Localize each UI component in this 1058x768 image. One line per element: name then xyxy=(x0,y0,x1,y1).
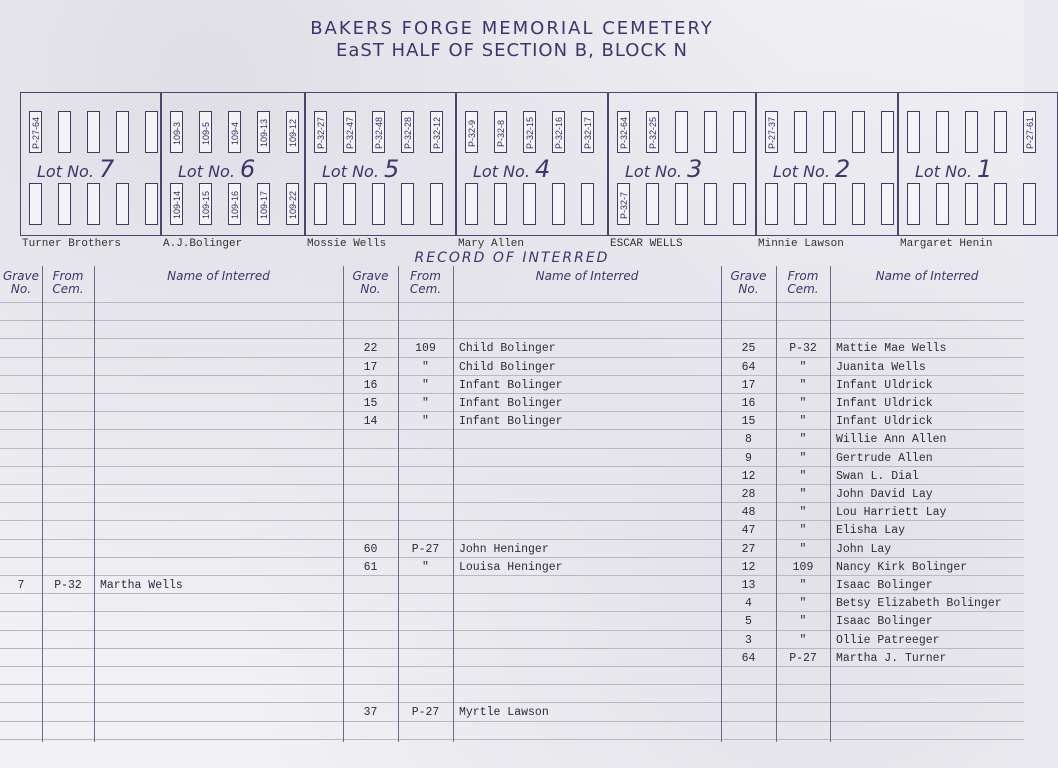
column-header-from-cem: From Cem. xyxy=(52,269,84,296)
interred-name: Gertrude Allen xyxy=(836,451,933,465)
grave-plot xyxy=(116,111,129,153)
grave-plot xyxy=(314,183,327,225)
lot-owner: Mossie Wells xyxy=(307,238,387,250)
interred-name: Swan L. Dial xyxy=(836,469,919,483)
grave-plot xyxy=(372,111,385,153)
ruled-line xyxy=(0,739,1024,740)
lot-number: 7 xyxy=(99,155,115,183)
from-cemetery: " xyxy=(799,633,807,647)
lot-owner: A.J.Bolinger xyxy=(163,238,243,250)
grave-number: 47 xyxy=(741,524,756,538)
interred-name: Martha J. Turner xyxy=(836,651,947,665)
grave-number: 14 xyxy=(363,415,378,429)
grave-plot xyxy=(58,183,71,225)
grave-plot-label: P-32-28 xyxy=(403,116,413,150)
interred-name: Isaac Bolinger xyxy=(836,579,933,592)
grave-plot-label: P-27-37 xyxy=(767,116,777,150)
grave-plot xyxy=(199,111,212,153)
lot-number: 4 xyxy=(535,155,551,183)
grave-plot-label: P-27-61 xyxy=(1025,116,1035,150)
ruled-line xyxy=(0,393,1024,394)
ruled-line xyxy=(0,429,1024,430)
grave-plot xyxy=(286,111,299,153)
grave-plot xyxy=(430,183,443,225)
grave-plot-label: 109-3 xyxy=(172,121,182,145)
grave-plot xyxy=(852,111,865,153)
grave-plot xyxy=(87,183,100,225)
from-cemetery: " xyxy=(422,360,429,374)
grave-plot-label: P-32-47 xyxy=(345,116,355,150)
ruled-line xyxy=(0,466,1024,467)
grave-number: 64 xyxy=(741,651,756,665)
lot-owner: Turner Brothers xyxy=(22,238,122,250)
ruled-line xyxy=(0,721,1024,722)
from-cemetery: 109 xyxy=(792,560,814,574)
from-cemetery: " xyxy=(799,415,807,429)
lot-owner: ESCAR WELLS xyxy=(610,238,683,250)
grave-plot xyxy=(29,111,42,153)
ruled-line xyxy=(0,357,1024,358)
lot-2 xyxy=(756,92,898,236)
grave-plot xyxy=(523,111,536,153)
grave-plot xyxy=(733,111,746,153)
lot-number: 3 xyxy=(687,155,703,183)
document-title: BAKERS FORGE MEMORIAL CEMETERY xyxy=(310,18,714,39)
grave-plot xyxy=(852,183,865,225)
grave-plot xyxy=(794,111,807,153)
grave-plot xyxy=(704,183,717,225)
grave-plot xyxy=(372,183,385,225)
interred-name: Juanita Wells xyxy=(836,360,926,374)
lot-3 xyxy=(608,92,756,236)
lot-label xyxy=(178,155,255,183)
column-header-grave-no: Grave No. xyxy=(730,269,767,296)
grave-plot xyxy=(881,111,894,153)
from-cemetery: " xyxy=(799,506,807,520)
grave-plot xyxy=(199,183,212,225)
grave-plot xyxy=(907,111,920,153)
grave-number: 5 xyxy=(745,615,752,629)
interred-name: Infant Uldrick xyxy=(836,378,933,392)
ruled-line xyxy=(0,611,1024,612)
interred-name: Infant Bolinger xyxy=(459,397,563,410)
lot-owner: Margaret Henin xyxy=(900,238,993,250)
grave-plot xyxy=(617,183,630,225)
grave-number: 25 xyxy=(741,342,756,356)
from-cemetery: " xyxy=(799,433,807,447)
grave-plot-label: P-27-64 xyxy=(31,116,41,150)
from-cemetery: " xyxy=(799,524,807,538)
ruled-line xyxy=(0,520,1024,521)
column-divider xyxy=(94,266,95,742)
ruled-line xyxy=(0,320,1024,321)
grave-plot xyxy=(494,183,507,225)
interred-name: Infant Bolinger xyxy=(459,415,563,429)
interred-name: Infant Bolinger xyxy=(459,378,563,392)
column-divider xyxy=(343,266,344,742)
interred-name: Nancy Kirk Bolinger xyxy=(836,560,968,574)
ruled-line xyxy=(0,375,1024,376)
lot-label-text: Lot No. xyxy=(915,162,972,181)
grave-plot-label: P-32-16 xyxy=(554,116,564,150)
from-cemetery: P-32 xyxy=(54,579,82,592)
grave-plot xyxy=(581,183,594,225)
grave-plot xyxy=(343,183,356,225)
from-cemetery: " xyxy=(799,397,807,410)
grave-plot-label: P-32-9 xyxy=(467,119,477,147)
from-cemetery: " xyxy=(799,597,807,611)
grave-plot xyxy=(523,183,536,225)
grave-plot xyxy=(430,111,443,153)
grave-number: 27 xyxy=(741,542,756,556)
lot-label xyxy=(625,155,702,183)
grave-plot xyxy=(1023,183,1036,225)
lot-plan xyxy=(20,92,1035,252)
grave-plot xyxy=(314,111,327,153)
grave-number: 16 xyxy=(741,397,756,410)
lot-number: 2 xyxy=(835,155,851,183)
grave-plot xyxy=(646,111,659,153)
grave-number: 9 xyxy=(745,451,752,465)
lot-1 xyxy=(898,92,1058,236)
ruled-line xyxy=(0,557,1024,558)
grave-plot xyxy=(286,183,299,225)
lot-label xyxy=(37,155,114,183)
lot-number: 1 xyxy=(977,155,993,183)
lot-owner: Mary Allen xyxy=(458,238,525,250)
interred-name: Ollie Patreeger xyxy=(836,633,940,647)
from-cemetery: P-27 xyxy=(411,706,440,720)
lot-label-text: Lot No. xyxy=(473,162,530,181)
grave-plot-label: P-32-64 xyxy=(619,116,629,150)
grave-plot xyxy=(170,183,183,225)
from-cemetery: " xyxy=(799,378,807,392)
grave-plot-label: P-32-27 xyxy=(316,116,326,150)
lot-label xyxy=(773,155,850,183)
grave-plot xyxy=(343,111,356,153)
grave-plot xyxy=(936,183,949,225)
lot-5 xyxy=(305,92,456,236)
grave-plot-label: 109-16 xyxy=(230,190,240,220)
grave-plot xyxy=(552,183,565,225)
ruled-line xyxy=(0,702,1024,703)
grave-plot xyxy=(765,111,778,153)
grave-plot xyxy=(823,183,836,225)
grave-number: 13 xyxy=(741,579,756,592)
grave-plot-label: 109-22 xyxy=(288,190,298,220)
from-cemetery: " xyxy=(799,469,807,483)
grave-plot xyxy=(794,183,807,225)
from-cemetery: " xyxy=(799,488,807,501)
interred-name: Child Bolinger xyxy=(459,360,556,374)
grave-plot-label: 109-15 xyxy=(201,190,211,220)
grave-plot xyxy=(823,111,836,153)
from-cemetery: " xyxy=(799,451,807,465)
interred-name: Myrtle Lawson xyxy=(459,706,549,720)
grave-plot xyxy=(675,183,688,225)
column-divider xyxy=(453,266,454,742)
interred-name: Child Bolinger xyxy=(459,342,556,356)
grave-number: 28 xyxy=(741,488,756,501)
lot-7 xyxy=(20,92,161,236)
grave-plot-label: P-32-48 xyxy=(374,116,384,150)
grave-plot xyxy=(145,111,158,153)
from-cemetery: P-27 xyxy=(411,542,440,556)
column-header-name: Name of Interred xyxy=(167,269,270,283)
grave-plot xyxy=(617,111,630,153)
lot-label-text: Lot No. xyxy=(773,162,830,181)
grave-plot xyxy=(257,111,270,153)
grave-plot xyxy=(881,183,894,225)
interment-ledger xyxy=(0,266,1024,746)
ruled-line xyxy=(0,539,1024,540)
grave-number: 8 xyxy=(745,433,752,447)
interred-name: Martha Wells xyxy=(100,579,183,592)
ruled-line xyxy=(0,448,1024,449)
grave-plot-label: P-32-25 xyxy=(648,116,658,150)
interred-name: John Lay xyxy=(836,542,892,556)
column-divider xyxy=(776,266,777,742)
lot-owner: Minnie Lawson xyxy=(758,238,844,250)
grave-plot xyxy=(170,111,183,153)
grave-plot xyxy=(29,183,42,225)
lot-4 xyxy=(456,92,608,236)
interred-name: Willie Ann Allen xyxy=(836,433,947,447)
grave-number: 15 xyxy=(741,415,756,429)
grave-plot xyxy=(965,111,978,153)
grave-plot xyxy=(552,111,565,153)
column-header-grave-no: Grave No. xyxy=(2,269,40,296)
grave-plot-label: 109-4 xyxy=(230,121,240,145)
grave-plot xyxy=(994,183,1007,225)
grave-plot xyxy=(581,111,594,153)
grave-plot xyxy=(58,111,71,153)
interred-name: Elisha Lay xyxy=(836,524,906,538)
grave-number: 12 xyxy=(741,469,756,483)
from-cemetery: " xyxy=(422,378,429,392)
lot-label-text: Lot No. xyxy=(37,162,94,181)
grave-plot-label: 109-17 xyxy=(259,190,269,220)
grave-plot xyxy=(765,183,778,225)
from-cemetery: " xyxy=(799,360,807,374)
lot-label xyxy=(473,155,550,183)
grave-plot xyxy=(401,183,414,225)
document-subtitle: EaST HALF OF SECTION B, BLOCK N xyxy=(335,40,689,61)
grave-number: 61 xyxy=(363,560,378,574)
ruled-line xyxy=(0,593,1024,594)
interred-name: John Heninger xyxy=(459,542,549,556)
grave-plot-label: P-32-8 xyxy=(496,119,506,147)
interred-name: Infant Uldrick xyxy=(836,397,933,410)
grave-number: 64 xyxy=(741,360,756,374)
lot-label xyxy=(915,155,992,183)
grave-number: 22 xyxy=(363,342,378,356)
grave-plot xyxy=(733,183,746,225)
grave-plot xyxy=(257,183,270,225)
grave-number: 17 xyxy=(363,360,378,374)
interred-name: Isaac Bolinger xyxy=(836,615,933,629)
from-cemetery: P-27 xyxy=(789,651,817,665)
grave-plot xyxy=(994,111,1007,153)
grave-number: 3 xyxy=(745,633,752,647)
grave-plot xyxy=(465,111,478,153)
from-cemetery: P-32 xyxy=(789,342,817,356)
grave-plot xyxy=(704,111,717,153)
lot-label xyxy=(322,155,399,183)
grave-plot-label: P-32-7 xyxy=(619,191,629,219)
grave-plot xyxy=(675,111,688,153)
grave-plot-label: P-32-15 xyxy=(525,116,535,150)
column-divider xyxy=(42,266,43,742)
column-header-grave-no: Grave No. xyxy=(352,269,389,296)
grave-plot xyxy=(907,183,920,225)
ruled-line xyxy=(0,502,1024,503)
grave-plot xyxy=(145,183,158,225)
ruled-line xyxy=(0,575,1024,576)
grave-plot-label: P-32-17 xyxy=(583,116,593,150)
ruled-line xyxy=(0,648,1024,649)
ruled-line xyxy=(0,338,1024,339)
from-cemetery: " xyxy=(422,560,429,574)
ruled-line xyxy=(0,630,1024,631)
interred-name: Mattie Mae Wells xyxy=(836,342,947,356)
grave-plot-label: 109-12 xyxy=(288,118,298,148)
from-cemetery: " xyxy=(422,415,429,429)
lot-label-text: Lot No. xyxy=(178,162,235,181)
column-divider xyxy=(398,266,399,742)
interred-name: Louisa Heninger xyxy=(459,560,563,574)
from-cemetery: 109 xyxy=(415,342,436,356)
grave-number: 12 xyxy=(741,560,756,574)
grave-plot xyxy=(965,183,978,225)
grave-plot xyxy=(494,111,507,153)
grave-number: 48 xyxy=(741,506,756,520)
grave-plot xyxy=(228,183,241,225)
grave-number: 16 xyxy=(363,378,378,392)
grave-plot xyxy=(1023,111,1036,153)
grave-plot xyxy=(401,111,414,153)
interred-name: Betsy Elizabeth Bolinger xyxy=(836,597,1002,611)
grave-plot-label: 109-13 xyxy=(259,118,269,148)
grave-number: 4 xyxy=(745,597,752,611)
column-header-from-cem: From Cem. xyxy=(409,269,442,296)
grave-number: 15 xyxy=(363,397,378,410)
grave-plot xyxy=(87,111,100,153)
column-header-from-cem: From Cem. xyxy=(787,269,819,296)
lot-6 xyxy=(161,92,305,236)
grave-plot xyxy=(646,183,659,225)
grave-number: 7 xyxy=(17,579,25,592)
from-cemetery: " xyxy=(799,615,807,629)
column-header-name: Name of Interred xyxy=(535,269,639,283)
grave-plot-label: P-32-12 xyxy=(432,116,442,150)
interred-name: Lou Harriett Lay xyxy=(836,506,947,520)
grave-plot-label: 109-14 xyxy=(172,190,182,220)
column-divider xyxy=(830,266,831,742)
ruled-line xyxy=(0,411,1024,412)
ruled-line xyxy=(0,302,1024,303)
interred-name: John David Lay xyxy=(836,488,933,501)
grave-number: 60 xyxy=(363,542,378,556)
record-heading: RECORD OF INTERRED xyxy=(414,250,610,266)
lot-label-text: Lot No. xyxy=(625,162,682,181)
grave-number: 17 xyxy=(741,378,756,392)
grave-plot xyxy=(936,111,949,153)
from-cemetery: " xyxy=(422,397,429,410)
ruled-line xyxy=(0,684,1024,685)
grave-number: 37 xyxy=(363,706,378,720)
from-cemetery: " xyxy=(799,542,807,556)
lot-number: 5 xyxy=(384,155,400,183)
grave-plot xyxy=(465,183,478,225)
interred-name: Infant Uldrick xyxy=(836,415,933,429)
from-cemetery: " xyxy=(799,579,807,592)
ruled-line xyxy=(0,666,1024,667)
column-divider xyxy=(721,266,722,742)
grave-plot-label: 109-5 xyxy=(201,121,211,145)
column-header-name: Name of Interred xyxy=(875,269,979,283)
grave-plot xyxy=(116,183,129,225)
lot-label-text: Lot No. xyxy=(322,162,379,181)
ruled-line xyxy=(0,484,1024,485)
lot-number: 6 xyxy=(240,155,256,183)
grave-plot xyxy=(228,111,241,153)
